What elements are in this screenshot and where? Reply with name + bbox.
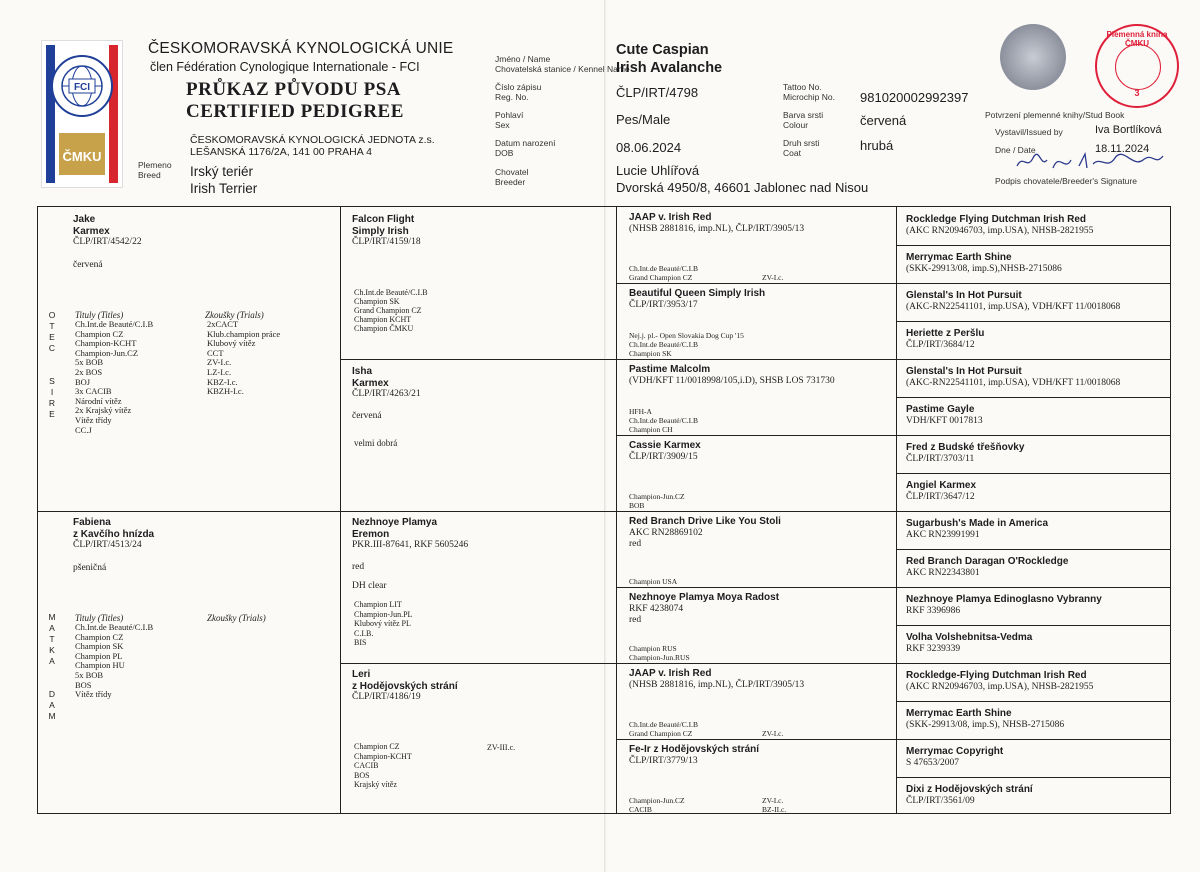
sire-trial-item: CCT <box>207 347 224 358</box>
gen3-title-item: Ch.Int.de Beauté/C.I.B <box>629 720 698 729</box>
sire-title-item: CC.J <box>75 424 92 435</box>
dam-title-item: BOS <box>75 679 92 690</box>
title-en: CERTIFIED PEDIGREE <box>186 101 404 122</box>
sire-trial-item: 2xCACT <box>207 319 239 329</box>
sire-trial-item: KBZH-I.c. <box>207 386 244 397</box>
side-letter: A <box>49 656 55 666</box>
gen2-0-titles <box>354 288 428 333</box>
gen3-cell <box>629 516 894 551</box>
gen3-titles <box>629 720 698 738</box>
gen4-cell <box>906 670 1168 693</box>
sire-title-item: Champion-Jun.CZ <box>75 347 139 358</box>
gen2-2-titles <box>354 600 412 648</box>
sire-side-text <box>47 310 57 420</box>
gen3-title-item: CACIB <box>629 805 652 814</box>
gen2-3-title-item: CACIB <box>354 761 379 770</box>
gen3-cell <box>629 440 894 463</box>
cmku-logo <box>41 40 123 188</box>
gen2-cell-2 <box>352 517 468 593</box>
gen3-title-item: Champion-Jun.CZ <box>629 492 685 501</box>
gen3-colour: red <box>629 615 642 625</box>
dam-name2: z Kavčího hnízda <box>73 528 155 540</box>
gen2-3-title-item: Champion-KCHT <box>354 751 412 761</box>
gen2-0-name2: Simply Irish <box>352 225 409 237</box>
gen3-name: Cassie Karmex <box>629 440 701 451</box>
dam-title-item: Champion SK <box>75 641 124 652</box>
sire-title-item: 2x BOS <box>75 366 103 377</box>
gen3-titles <box>629 644 690 662</box>
org-member: člen Fédération Cynologique Internationale - FCI <box>150 60 420 74</box>
gen4-cell <box>906 632 1168 655</box>
gen4-cell <box>906 366 1168 389</box>
gen2-1-name1: Isha <box>352 366 373 377</box>
side-letter: M <box>48 612 56 622</box>
gen4-cell <box>906 290 1168 313</box>
gen4-cell <box>906 442 1168 465</box>
gen2-3-title-item: Krajský vítěz <box>354 780 397 789</box>
gen4-reg: AKC RN23991991 <box>906 529 980 540</box>
sire-title-item: 5x BOB <box>75 357 104 368</box>
side-letter: I <box>50 387 54 397</box>
gen2-0-title-item: Champion SK <box>354 297 400 306</box>
gen4-reg: ČLP/IRT/3561/09 <box>906 795 975 806</box>
gen4-cell <box>906 746 1168 769</box>
gen3-reg: AKC RN28869102 <box>629 527 703 538</box>
gen4-name: Rockledge-Flying Dutchman Irish Red <box>906 670 1087 681</box>
side-letter: K <box>49 645 55 655</box>
gen4-cell <box>906 214 1168 237</box>
issued-by: Iva Bortlíková <box>1095 124 1162 136</box>
gen4-cell <box>906 252 1168 275</box>
sire-reg: ČLP/IRT/4542/22 <box>73 237 142 247</box>
jednota-name: ČESKOMORAVSKÁ KYNOLOGICKÁ JEDNOTA z.s. <box>190 134 435 146</box>
side-letter: C <box>48 343 56 353</box>
sire-title-item: Národní vítěz <box>75 395 122 406</box>
gen3-reg: RKF 4238074 <box>629 603 684 614</box>
gen3-title-item: Champion-Jun.CZ <box>629 796 685 805</box>
gen3-reg: (NHSB 2881816, imp.NL), ČLP/IRT/3905/13 <box>629 223 805 234</box>
gen2-2-title-item: BIS <box>354 638 367 647</box>
side-letter: A <box>49 623 55 633</box>
gen2-0-title-item: Grand Champion CZ <box>354 306 422 315</box>
gen3-trial: ZV-I.c. <box>762 273 784 282</box>
sire-titles-label: Tituly (Titles) <box>75 310 124 320</box>
gen3-titles <box>629 407 698 434</box>
breed-en: Irish Terrier <box>190 181 258 196</box>
gen4-cell <box>906 480 1168 503</box>
gen4-name: Dixi z Hodějovských strání <box>906 784 1033 795</box>
gen4-name: Fred z Budské třešňovky <box>906 442 1025 453</box>
coat: hrubá <box>860 138 894 153</box>
sire-trial-item: KBZ-I.c. <box>207 376 238 387</box>
gen2-0-title-item: Ch.Int.de Beauté/C.I.B <box>354 288 428 297</box>
gen4-cell <box>906 708 1168 731</box>
side-letter: D <box>48 689 56 699</box>
gen2-cell-1 <box>352 366 421 422</box>
gen4-reg: (AKC RN20946703, imp.USA), NHSB-2821955 <box>906 225 1094 236</box>
dam-trials-label: Zkoušky (Trials) <box>207 613 266 623</box>
title-cz: PRŮKAZ PŮVODU PSA <box>186 79 402 100</box>
gen3-titles <box>629 331 744 358</box>
sire-title-item: BOJ <box>75 376 91 387</box>
gen2-2-note: DH clear <box>352 581 387 591</box>
gen4-cell <box>906 594 1168 617</box>
issue-date: 18.11.2024 <box>1095 143 1150 155</box>
gen3-reg: ČLP/IRT/3779/13 <box>629 755 698 766</box>
dam-title-item: Champion HU <box>75 660 125 671</box>
breeder-label: Chovatel Breeder <box>495 167 529 187</box>
dam-title-item: Champion CZ <box>75 631 124 642</box>
issued-label: Vystavil/Issued by <box>995 127 1063 137</box>
gen3-title-item: Champion SK <box>629 349 672 358</box>
studbook-stamp <box>1095 24 1179 108</box>
gen3-reg: (NHSB 2881816, imp.NL), ČLP/IRT/3905/13 <box>629 679 805 690</box>
breed-label: Plemeno Breed <box>138 160 172 180</box>
coat-label: Druh srsti Coat <box>783 138 820 158</box>
studbook-confirm-label: Potvrzení plemenné knihy/Stud Book <box>985 110 1125 120</box>
gen3-name: JAAP v. Irish Red <box>629 668 712 679</box>
gen3-title-item: Ch.Int.de Beauté/C.I.B <box>629 416 698 425</box>
gen4-reg: (SKK-29913/08, imp.S), NHSB-2715086 <box>906 719 1065 730</box>
gen4-name: Sugarbush's Made in America <box>906 518 1049 529</box>
gen2-3-title-item: Champion CZ <box>354 742 400 751</box>
gen4-reg: S 47653/2007 <box>906 757 960 768</box>
gen3-reg: ČLP/IRT/3953/17 <box>629 299 698 310</box>
gen2-2-title-item: Champion LIT <box>354 600 402 609</box>
sire-trial-item: Klubový vítěz <box>207 338 256 349</box>
sex: Pes/Male <box>616 112 671 127</box>
gen4-cell <box>906 328 1168 351</box>
gen4-name: Pastime Gayle <box>906 404 975 415</box>
dam-titles-list <box>75 623 153 700</box>
gen2-3-reg: ČLP/IRT/4186/19 <box>352 692 421 702</box>
gen3-titles <box>629 577 677 586</box>
gen2-cell-0 <box>352 214 421 249</box>
gen4-name: Rockledge Flying Dutchman Irish Red <box>906 214 1087 225</box>
gen3-title-item: HFH-A <box>629 407 652 416</box>
gen3-title-item: Champion-Jun.RUS <box>629 653 690 662</box>
gen4-name: Heriette z Peršlu <box>906 328 985 339</box>
microchip-label: Tattoo No. Microchip No. <box>783 82 835 102</box>
gen4-name: Angiel Karmex <box>906 480 977 491</box>
gen4-name: Merrymac Copyright <box>906 746 1004 757</box>
gen4-reg: VDH/KFT 0017813 <box>906 415 983 426</box>
gen3-name: Red Branch Drive Like You Stoli <box>629 516 781 527</box>
date-label: Dne / Date <box>995 145 1036 155</box>
gen4-reg: ČLP/IRT/3684/12 <box>906 339 975 350</box>
side-gap <box>47 667 57 689</box>
gen4-name: Merrymac Earth Shine <box>906 252 1012 263</box>
gen3-title-item: BOB <box>629 501 645 510</box>
sire-title-item: Champion-KCHT <box>75 338 137 349</box>
breeder-address: Dvorská 4950/8, 46601 Jablonec nad Nisou <box>616 180 869 195</box>
dam-title-item: Champion PL <box>75 650 123 661</box>
gen2-3-titles <box>354 742 412 790</box>
logo-cmku-text: ČMKU <box>62 149 102 164</box>
dam-title-item: Vítěz třídy <box>75 689 112 700</box>
gen3-name: JAAP v. Irish Red <box>629 212 712 223</box>
sire-title-item: Ch.Int.de Beauté/C.I.B <box>75 319 154 329</box>
gen2-2-title-item: C.I.B. <box>354 628 374 638</box>
gen2-3-name1: Leri <box>352 669 371 680</box>
gen3-title-item: Nej.j. pl.- Open Slovakia Dog Cup '15 <box>629 331 744 340</box>
gen4-name: Glenstal's In Hot Pursuit <box>906 366 1022 377</box>
sire-name1: Jake <box>73 214 96 225</box>
gen3-trial: ZV-I.c. BZ-II.c. <box>762 796 787 814</box>
dam-title-item: 5x BOB <box>75 669 104 680</box>
dog-name-line2: Irish Avalanche <box>616 60 723 76</box>
logo-fci-text: FCI <box>73 82 91 93</box>
gen3-titles <box>629 796 685 814</box>
dog-name-line1: Cute Caspian <box>616 42 709 58</box>
gen4-name: Red Branch Daragan O'Rockledge <box>906 556 1069 567</box>
gen4-name: Volha Volshebnitsa-Vedma <box>906 632 1033 643</box>
gen4-reg: RKF 3239339 <box>906 643 961 654</box>
gen3-title-item: Ch.Int.de Beauté/C.I.B <box>629 340 698 349</box>
side-letter: A <box>49 700 55 710</box>
gen3-reg: ČLP/IRT/3909/15 <box>629 451 698 462</box>
dam-name1: Fabiena <box>73 517 111 528</box>
gen3-title-item: Grand Champion CZ <box>629 273 693 282</box>
stamp-text: Plemenná kniha ČMKU <box>1106 30 1168 48</box>
sire-side-label <box>47 310 57 420</box>
gen4-cell <box>906 404 1168 427</box>
gen4-name: Nezhnoye Plamya Edinoglasno Vybranny <box>906 594 1102 605</box>
gen3-name: Beautiful Queen Simply Irish <box>629 288 766 299</box>
gen2-2-reg: PKR.III-87641, RKF 5605246 <box>352 540 469 550</box>
sire-trials-list <box>207 320 280 397</box>
gen3-title-item: Champion CH <box>629 425 673 434</box>
side-letter: M <box>48 711 56 721</box>
gen3-cell <box>629 592 894 627</box>
dam-titles-label: Tituly (Titles) <box>75 613 124 623</box>
side-letter: R <box>48 398 56 408</box>
dam-side-text <box>47 612 57 722</box>
sire-trial-item: Klub.champion práce <box>207 328 281 339</box>
sire-title-item: 2x Krajský vítěz <box>75 405 132 416</box>
gen2-3-trial: ZV-III.c. <box>487 743 516 752</box>
org-title: ČESKOMORAVSKÁ KYNOLOGICKÁ UNIE <box>148 40 454 57</box>
gen4-reg: ČLP/IRT/3647/12 <box>906 491 975 502</box>
dob: 08.06.2024 <box>616 140 682 155</box>
gen2-2-name2: Eremon <box>352 528 390 540</box>
sire-trial-item: ZV-I.c. <box>207 357 232 368</box>
microchip: 981020002992397 <box>860 90 969 105</box>
breed-cz: Irský teriér <box>190 164 254 179</box>
gen4-reg: (SKK-29913/08, imp.S),NHSB-2715086 <box>906 263 1062 274</box>
side-letter: T <box>49 321 55 331</box>
colour-label: Barva srsti Colour <box>783 110 824 130</box>
gen3-colour: red <box>629 539 642 549</box>
gen2-2-colour: red <box>352 561 365 572</box>
gen3-title-item: Grand Champion CZ <box>629 729 693 738</box>
gen2-0-title-item: Champion ČMKU <box>354 324 414 333</box>
gen2-0-title-item: Champion KCHT <box>354 315 412 324</box>
gen4-name: Merrymac Earth Shine <box>906 708 1012 719</box>
hologram-seal <box>1000 24 1066 90</box>
gen4-cell <box>906 556 1168 579</box>
gen3-cell <box>629 212 894 235</box>
gen3-trial: ZV-I.c. <box>762 729 784 738</box>
sire-title-item: 3x CACIB <box>75 386 112 397</box>
sire-titles-list <box>75 320 153 435</box>
sire-title-item: Champion CZ <box>75 328 124 339</box>
gen3-cell <box>629 744 894 767</box>
gen2-0-name1: Falcon Flight <box>352 214 415 225</box>
name-label: Jméno / Name Chovatelská stanice / Kennel Name <box>495 54 630 74</box>
sex-label: Pohlaví Sex <box>495 110 524 130</box>
sire-title-item: Vítěz třídy <box>75 414 112 425</box>
gen4-name: Glenstal's In Hot Pursuit <box>906 290 1022 301</box>
gen2-0-reg: ČLP/IRT/4159/18 <box>352 237 421 247</box>
dam-colour: pšeničná <box>73 562 107 573</box>
reg-no: ČLP/IRT/4798 <box>616 85 699 100</box>
gen4-cell <box>906 784 1168 807</box>
dam-reg: ČLP/IRT/4513/24 <box>73 540 142 550</box>
colour: červená <box>860 113 907 128</box>
side-letter: O <box>48 310 56 320</box>
dam-title-item: Ch.Int.de Beauté/C.I.B <box>75 622 154 632</box>
signature-label: Podpis chovatele/Breeder's Signature <box>995 176 1137 186</box>
gen2-1-reg: ČLP/IRT/4263/21 <box>352 389 421 399</box>
gen2-1-note: velmi dobrá <box>354 438 398 448</box>
gen4-reg: (AKC-RN22541101, imp.USA), VDH/KFT 11/0018068 <box>906 377 1121 388</box>
sire-cell <box>73 214 142 271</box>
sire-trial-item: LZ-I.c. <box>207 366 232 377</box>
stamp-number: 3 <box>1134 88 1140 98</box>
gen4-reg: AKC RN22343801 <box>906 567 980 578</box>
gen4-reg: RKF 3396986 <box>906 605 961 616</box>
gen2-2-title-item: Champion-Jun.PL <box>354 609 413 619</box>
side-letter: E <box>49 409 55 419</box>
gen3-titles <box>629 264 698 282</box>
side-gap <box>47 354 57 376</box>
gen3-cell <box>629 288 894 311</box>
gen3-reg: (VDH/KFT 11/0018998/105,i.D), SHSB LOS 731730 <box>629 375 835 386</box>
reg-label: Číslo zápisu Reg. No. <box>495 82 542 102</box>
gen2-1-colour: červená <box>352 410 382 421</box>
gen3-cell <box>629 668 894 691</box>
sire-colour: červená <box>73 259 103 270</box>
gen4-cell <box>906 518 1168 541</box>
gen3-title-item: Ch.Int.de Beauté/C.I.B <box>629 264 698 273</box>
side-letter: T <box>49 634 55 644</box>
gen2-2-name1: Nezhnoye Plamya <box>352 517 438 528</box>
sire-name2: Karmex <box>73 225 110 237</box>
gen2-3-title-item: BOS <box>354 770 370 780</box>
gen3-name: Fe-Ir z Hodějovských strání <box>629 744 760 755</box>
side-letter: S <box>49 376 55 386</box>
jednota-address: LEŠANSKÁ 1176/2A, 141 00 PRAHA 4 <box>190 146 372 158</box>
gen3-name: Pastime Malcolm <box>629 364 711 375</box>
gen2-3-name2: z Hodějovských strání <box>352 680 458 692</box>
side-letter: E <box>49 332 55 342</box>
gen3-title-item: Champion RUS <box>629 644 677 653</box>
breeder-signature <box>1015 148 1165 174</box>
gen4-reg: (AKC-RN22541101, imp.USA), VDH/KFT 11/0018068 <box>906 301 1121 312</box>
dob-label: Datum narození DOB <box>495 138 556 158</box>
gen3-title-item: Champion USA <box>629 577 678 586</box>
sire-trials-label: Zkoušky (Trials) <box>205 310 264 320</box>
dam-cell <box>73 517 154 574</box>
gen4-reg: ČLP/IRT/3703/11 <box>906 453 975 464</box>
dam-side-label <box>47 612 57 722</box>
gen3-titles <box>629 492 685 510</box>
gen3-name: Nezhnoye Plamya Moya Radost <box>629 592 780 603</box>
gen4-reg: (AKC RN20946703, imp.USA), NHSB-2821955 <box>906 681 1094 692</box>
gen3-cell <box>629 364 894 387</box>
gen2-cell-3 <box>352 669 458 704</box>
gen2-2-title-item: Klubový vítěz PL <box>354 619 411 628</box>
breeder-name: Lucie Uhlířová <box>616 163 700 178</box>
gen2-1-name2: Karmex <box>352 377 389 389</box>
